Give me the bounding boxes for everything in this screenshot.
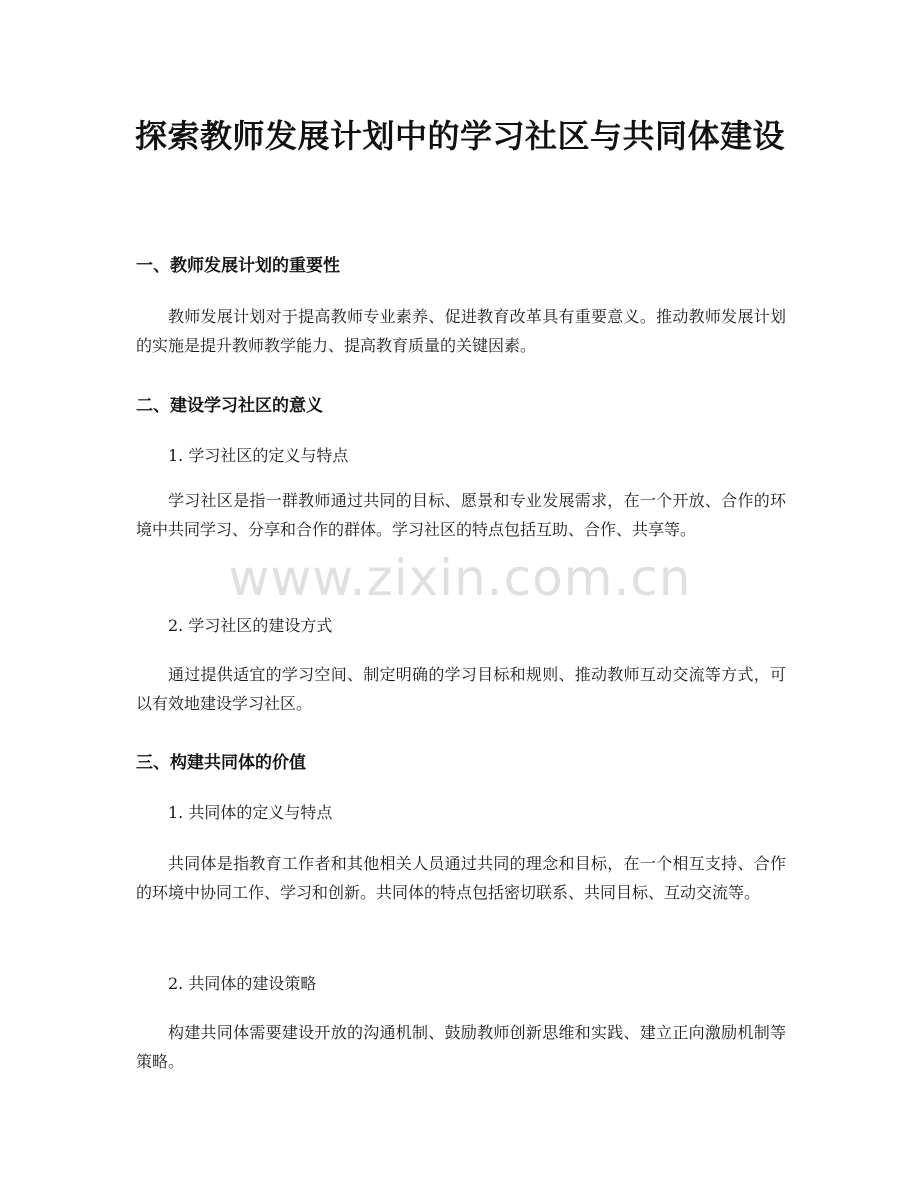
- section-3-paragraph-2: 构建共同体需要建设开放的沟通机制、鼓励教师创新思维和实践、建立正向激励机制等策略。: [136, 1023, 786, 1071]
- watermark: www.zixin.com.cn: [228, 549, 692, 607]
- document-title: 探索教师发展计划中的学习社区与共同体建设: [134, 117, 785, 155]
- section-1-paragraph: 教师发展计划对于提高教师专业素养、促进教育改革具有重要意义。推动教师发展计划的实施是提升教师教学能力、提高教育质量的关键因素。: [136, 307, 786, 355]
- section-2-paragraph-1: 学习社区是指一群教师通过共同的目标、愿景和专业发展需求，在一个开放、合作的环境中共同学习、分享和合作的群体。学习社区的特点包括互助、合作、共享等。: [136, 491, 786, 539]
- section-heading-1: 一、教师发展计划的重要性: [136, 256, 340, 276]
- section-3-subheading-1: 1. 共同体的定义与特点: [168, 803, 333, 822]
- section-3-paragraph-1: 共同体是指教育工作者和其他相关人员通过共同的理念和目标，在一个相互支持、合作的环境中协同工作、学习和创新。共同体的特点包括密切联系、共同目标、互动交流等。: [136, 854, 786, 902]
- section-2-subheading-2: 2. 学习社区的建设方式: [168, 616, 333, 635]
- section-heading-2: 二、建设学习社区的意义: [136, 396, 323, 416]
- section-2-paragraph-2: 通过提供适宜的学习空间、制定明确的学习目标和规则、推动教师互动交流等方式，可以有效地建设学习社区。: [136, 665, 786, 713]
- section-2-subheading-1: 1. 学习社区的定义与特点: [168, 446, 349, 465]
- section-3-subheading-2: 2. 共同体的建设策略: [168, 974, 317, 993]
- section-heading-3: 三、构建共同体的价值: [136, 753, 306, 773]
